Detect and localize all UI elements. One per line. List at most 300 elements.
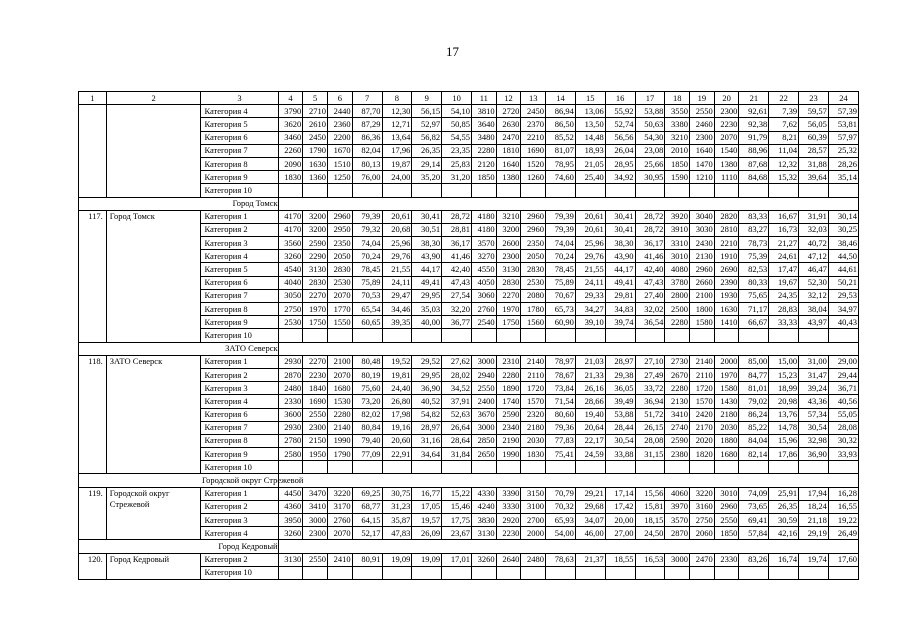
group-title-fill — [278, 197, 858, 210]
column-header: 17 — [635, 92, 665, 105]
category-label: Категория 9 — [201, 171, 278, 184]
group-title-spacer — [79, 474, 201, 487]
value-cell: 2960 — [690, 263, 715, 276]
value-cell: 1640 — [496, 157, 521, 170]
value-cell: 2610 — [303, 118, 328, 131]
value-cell: 2630 — [496, 118, 521, 131]
value-cell: 36,77 — [442, 316, 472, 329]
value-cell: 26,09 — [412, 527, 442, 540]
value-cell: 2730 — [665, 355, 690, 368]
value-cell: 12,32 — [769, 157, 799, 170]
value-cell: 51,72 — [635, 408, 665, 421]
value-cell: 1550 — [327, 316, 352, 329]
value-cell: 75,89 — [352, 276, 382, 289]
value-cell: 31,20 — [442, 171, 472, 184]
value-cell: 2070 — [327, 527, 352, 540]
column-header: 18 — [665, 92, 690, 105]
value-cell: 2070 — [714, 131, 739, 144]
value-cell: 52,17 — [352, 527, 382, 540]
value-cell: 78,95 — [546, 157, 576, 170]
value-cell: 52,30 — [799, 276, 829, 289]
value-cell: 27,40 — [635, 289, 665, 302]
value-cell: 18,99 — [769, 382, 799, 395]
value-cell: 26,80 — [382, 395, 412, 408]
value-cell: 24,11 — [575, 276, 605, 289]
value-cell: 1360 — [303, 171, 328, 184]
value-cell: 2360 — [327, 118, 352, 131]
value-cell: 52,74 — [605, 118, 635, 131]
value-cell: 43,90 — [605, 250, 635, 263]
value-cell: 74,60 — [546, 171, 576, 184]
municipality-name — [106, 105, 201, 197]
value-cell: 34,83 — [605, 303, 635, 316]
value-cell: 87,70 — [352, 105, 382, 118]
value-cell: 17,96 — [382, 144, 412, 157]
value-cell: 80,19 — [352, 368, 382, 381]
value-cell: 85,52 — [546, 131, 576, 144]
value-cell: 49,41 — [605, 276, 635, 289]
value-cell: 19,40 — [575, 408, 605, 421]
table-row — [79, 210, 859, 223]
value-cell: 4170 — [278, 210, 303, 223]
group-title-spacer — [79, 342, 201, 355]
value-cell: 24,40 — [382, 382, 412, 395]
group-title-spacer — [79, 197, 201, 210]
value-cell: 2450 — [303, 131, 328, 144]
value-cell: 1970 — [496, 303, 521, 316]
value-cell: 4080 — [665, 263, 690, 276]
value-cell — [635, 566, 665, 579]
value-cell: 2280 — [471, 144, 496, 157]
value-cell: 80,84 — [352, 421, 382, 434]
value-cell: 24,50 — [635, 527, 665, 540]
value-cell: 4540 — [278, 263, 303, 276]
value-cell: 79,02 — [739, 395, 769, 408]
value-cell: 2440 — [327, 105, 352, 118]
value-cell: 4180 — [471, 210, 496, 223]
column-header: 4 — [278, 92, 303, 105]
value-cell: 4040 — [278, 276, 303, 289]
value-cell: 84,04 — [739, 434, 769, 447]
value-cell: 54,10 — [442, 105, 472, 118]
value-cell: 29,21 — [575, 487, 605, 500]
value-cell — [799, 184, 829, 197]
value-cell: 24,11 — [382, 276, 412, 289]
value-cell: 77,09 — [352, 448, 382, 461]
value-cell: 29,14 — [412, 157, 442, 170]
category-label: Категория 2 — [201, 223, 278, 236]
row-number: 119. — [79, 487, 107, 540]
value-cell: 3210 — [496, 210, 521, 223]
value-cell: 20,00 — [605, 514, 635, 527]
value-cell: 2030 — [521, 434, 546, 447]
value-cell — [605, 566, 635, 579]
value-cell: 92,38 — [739, 118, 769, 131]
value-cell: 15,56 — [635, 487, 665, 500]
value-cell: 87,68 — [739, 157, 769, 170]
value-cell — [352, 184, 382, 197]
value-cell: 73,20 — [352, 395, 382, 408]
category-label: Категория 7 — [201, 144, 278, 157]
value-cell: 20,64 — [575, 421, 605, 434]
value-cell: 50,85 — [442, 118, 472, 131]
value-cell: 2960 — [521, 223, 546, 236]
value-cell: 3220 — [690, 487, 715, 500]
value-cell: 4550 — [471, 263, 496, 276]
value-cell — [471, 329, 496, 342]
value-cell: 29,00 — [828, 355, 858, 368]
value-cell: 2000 — [521, 527, 546, 540]
value-cell: 2550 — [303, 408, 328, 421]
value-cell: 84,77 — [739, 368, 769, 381]
value-cell: 40,52 — [412, 395, 442, 408]
value-cell: 80,60 — [546, 408, 576, 421]
value-cell: 55,92 — [605, 105, 635, 118]
value-cell: 83,33 — [739, 210, 769, 223]
value-cell: 2540 — [471, 316, 496, 329]
value-cell: 70,79 — [546, 487, 576, 500]
value-cell: 2280 — [665, 316, 690, 329]
category-label: Категория 2 — [201, 368, 278, 381]
value-cell: 2810 — [714, 223, 739, 236]
value-cell: 28,08 — [635, 434, 665, 447]
value-cell: 1260 — [521, 171, 546, 184]
value-cell: 32,98 — [799, 434, 829, 447]
value-cell — [382, 461, 412, 474]
group-title-row — [79, 540, 859, 553]
value-cell: 25,66 — [635, 157, 665, 170]
value-cell: 2450 — [521, 105, 546, 118]
value-cell: 3000 — [471, 421, 496, 434]
value-cell: 78,73 — [739, 237, 769, 250]
value-cell: 1590 — [665, 171, 690, 184]
value-cell: 2320 — [521, 408, 546, 421]
group-title: Город Кедровый — [201, 540, 278, 553]
value-cell: 2870 — [665, 527, 690, 540]
value-cell: 3640 — [471, 118, 496, 131]
value-cell: 75,65 — [739, 289, 769, 302]
value-cell: 38,04 — [799, 303, 829, 316]
value-cell — [769, 461, 799, 474]
value-cell: 31,47 — [799, 368, 829, 381]
value-cell: 17,14 — [605, 487, 635, 500]
value-cell: 24,59 — [575, 448, 605, 461]
value-cell: 12,30 — [382, 105, 412, 118]
value-cell: 1850 — [665, 157, 690, 170]
value-cell: 36,17 — [635, 237, 665, 250]
value-cell: 70,24 — [546, 250, 576, 263]
value-cell: 2930 — [278, 355, 303, 368]
value-cell: 2070 — [327, 289, 352, 302]
column-header: 24 — [828, 92, 858, 105]
value-cell: 2350 — [327, 237, 352, 250]
value-cell: 20,60 — [382, 434, 412, 447]
value-cell: 2100 — [327, 355, 352, 368]
value-cell: 11,04 — [769, 144, 799, 157]
table-row — [79, 355, 859, 368]
value-cell: 2830 — [327, 263, 352, 276]
value-cell: 2480 — [521, 553, 546, 566]
value-cell — [828, 461, 858, 474]
value-cell: 28,64 — [442, 434, 472, 447]
value-cell: 3460 — [278, 131, 303, 144]
value-cell: 1630 — [714, 303, 739, 316]
value-cell: 25,91 — [769, 487, 799, 500]
value-cell: 25,83 — [442, 157, 472, 170]
value-cell — [303, 184, 328, 197]
value-cell: 13,06 — [575, 105, 605, 118]
value-cell: 2140 — [521, 355, 546, 368]
value-cell: 3040 — [690, 210, 715, 223]
value-cell: 1790 — [327, 448, 352, 461]
value-cell: 28,97 — [412, 421, 442, 434]
value-cell: 4170 — [278, 223, 303, 236]
value-cell — [412, 329, 442, 342]
category-label: Категория 3 — [201, 514, 278, 527]
value-cell — [442, 461, 472, 474]
value-cell: 3920 — [665, 210, 690, 223]
column-header: 5 — [303, 92, 328, 105]
value-cell: 56,15 — [412, 105, 442, 118]
value-cell: 2170 — [690, 421, 715, 434]
value-cell — [496, 184, 521, 197]
column-header: 2 — [106, 92, 201, 105]
value-cell: 31,16 — [412, 434, 442, 447]
value-cell: 3010 — [714, 487, 739, 500]
row-number: 117. — [79, 210, 107, 342]
value-cell: 2500 — [665, 303, 690, 316]
value-cell: 56,56 — [605, 131, 635, 144]
value-cell: 2920 — [496, 514, 521, 527]
value-cell: 15,00 — [769, 355, 799, 368]
category-label: Категория 8 — [201, 434, 278, 447]
value-cell: 80,91 — [352, 553, 382, 566]
value-cell: 2110 — [521, 368, 546, 381]
value-cell: 4050 — [471, 276, 496, 289]
value-cell: 50,63 — [635, 118, 665, 131]
group-title-fill — [278, 540, 858, 553]
value-cell: 15,23 — [769, 368, 799, 381]
value-cell: 65,93 — [546, 514, 576, 527]
value-cell: 79,39 — [546, 223, 576, 236]
value-cell: 2000 — [714, 355, 739, 368]
value-cell: 16,55 — [828, 500, 858, 513]
value-cell — [769, 566, 799, 579]
value-cell: 30,25 — [828, 223, 858, 236]
column-header: 1 — [79, 92, 107, 105]
value-cell: 35,03 — [412, 303, 442, 316]
value-cell: 57,84 — [739, 527, 769, 540]
value-cell: 27,00 — [605, 527, 635, 540]
value-cell: 2050 — [521, 250, 546, 263]
value-cell: 3160 — [690, 500, 715, 513]
category-label: Категория 6 — [201, 131, 278, 144]
value-cell — [327, 566, 352, 579]
value-cell — [521, 329, 546, 342]
value-cell: 75,89 — [546, 276, 576, 289]
value-cell: 36,90 — [412, 382, 442, 395]
value-cell: 53,81 — [828, 118, 858, 131]
value-cell: 3550 — [665, 105, 690, 118]
column-header: 7 — [352, 92, 382, 105]
column-header: 9 — [412, 92, 442, 105]
value-cell: 2400 — [471, 395, 496, 408]
value-cell: 16,28 — [828, 487, 858, 500]
value-cell: 70,24 — [352, 250, 382, 263]
value-cell: 1690 — [521, 144, 546, 157]
value-cell: 64,15 — [352, 514, 382, 527]
value-cell: 2750 — [278, 303, 303, 316]
category-label: Категория 9 — [201, 316, 278, 329]
value-cell: 3790 — [278, 105, 303, 118]
value-cell: 32,02 — [635, 303, 665, 316]
value-cell — [327, 184, 352, 197]
column-header: 22 — [769, 92, 799, 105]
value-cell: 3130 — [278, 553, 303, 566]
value-cell: 56,05 — [799, 118, 829, 131]
value-cell: 2130 — [690, 250, 715, 263]
value-cell: 1840 — [303, 382, 328, 395]
value-cell: 7,39 — [769, 105, 799, 118]
value-cell: 36,71 — [828, 382, 858, 395]
value-cell: 71,17 — [739, 303, 769, 316]
value-cell: 2020 — [690, 434, 715, 447]
value-cell: 30,95 — [635, 171, 665, 184]
value-cell — [739, 566, 769, 579]
value-cell: 3200 — [496, 223, 521, 236]
value-cell: 25,32 — [828, 144, 858, 157]
value-cell: 59,57 — [799, 105, 829, 118]
value-cell: 2950 — [327, 223, 352, 236]
value-cell: 34,52 — [442, 382, 472, 395]
header-row — [79, 92, 859, 105]
column-header: 16 — [605, 92, 635, 105]
value-cell: 30,59 — [769, 514, 799, 527]
value-cell: 2130 — [665, 395, 690, 408]
value-cell: 1850 — [714, 527, 739, 540]
value-cell: 2660 — [690, 276, 715, 289]
value-cell: 2960 — [521, 210, 546, 223]
value-cell: 15,96 — [769, 434, 799, 447]
value-cell: 56,82 — [412, 131, 442, 144]
value-cell: 3000 — [665, 553, 690, 566]
value-cell — [412, 184, 442, 197]
value-cell: 35,87 — [382, 514, 412, 527]
value-cell: 1670 — [327, 144, 352, 157]
row-number — [79, 105, 107, 197]
value-cell: 2230 — [303, 368, 328, 381]
value-cell: 2690 — [714, 263, 739, 276]
value-cell: 2390 — [714, 276, 739, 289]
value-cell: 30,75 — [382, 487, 412, 500]
value-cell: 57,39 — [828, 105, 858, 118]
value-cell: 1810 — [496, 144, 521, 157]
value-cell — [714, 566, 739, 579]
value-cell — [546, 566, 576, 579]
value-cell: 2300 — [690, 131, 715, 144]
value-cell: 3330 — [496, 500, 521, 513]
value-cell: 19,81 — [382, 368, 412, 381]
value-cell: 19,09 — [412, 553, 442, 566]
value-cell: 2550 — [303, 553, 328, 566]
value-cell: 78,45 — [352, 263, 382, 276]
value-cell: 16,77 — [412, 487, 442, 500]
value-cell: 32,03 — [799, 223, 829, 236]
value-cell: 1580 — [690, 316, 715, 329]
value-cell: 42,16 — [769, 527, 799, 540]
value-cell: 79,39 — [352, 210, 382, 223]
value-cell: 1850 — [471, 171, 496, 184]
value-cell: 79,32 — [352, 223, 382, 236]
value-cell: 21,03 — [575, 355, 605, 368]
value-cell: 2830 — [521, 263, 546, 276]
value-cell: 19,22 — [828, 514, 858, 527]
value-cell: 18,15 — [635, 514, 665, 527]
value-cell: 33,93 — [828, 448, 858, 461]
value-cell: 82,04 — [352, 144, 382, 157]
value-cell: 38,30 — [605, 237, 635, 250]
value-cell: 2740 — [665, 421, 690, 434]
page-number: 17 — [446, 44, 459, 59]
value-cell: 1830 — [521, 448, 546, 461]
value-cell: 36,94 — [635, 395, 665, 408]
value-cell — [442, 184, 472, 197]
value-cell: 2750 — [690, 514, 715, 527]
value-cell — [575, 329, 605, 342]
value-cell: 30,51 — [412, 223, 442, 236]
value-cell — [546, 461, 576, 474]
value-cell: 17,47 — [769, 263, 799, 276]
value-cell: 20,61 — [575, 210, 605, 223]
value-cell: 2470 — [496, 131, 521, 144]
value-cell: 1110 — [714, 171, 739, 184]
value-cell: 2480 — [278, 382, 303, 395]
value-cell: 75,39 — [739, 250, 769, 263]
value-cell: 2230 — [496, 527, 521, 540]
value-cell: 17,86 — [769, 448, 799, 461]
value-cell: 24,35 — [769, 289, 799, 302]
value-cell: 2270 — [496, 289, 521, 302]
value-cell: 2820 — [714, 210, 739, 223]
value-cell: 2070 — [327, 368, 352, 381]
value-cell: 75,41 — [546, 448, 576, 461]
category-label: Категория 1 — [201, 355, 278, 368]
value-cell: 36,17 — [442, 237, 472, 250]
value-cell: 2060 — [690, 527, 715, 540]
row-number: 120. — [79, 553, 107, 579]
table-row — [79, 553, 859, 566]
value-cell — [303, 461, 328, 474]
value-cell: 30,41 — [412, 210, 442, 223]
value-cell — [769, 184, 799, 197]
value-cell: 1820 — [690, 448, 715, 461]
value-cell: 40,00 — [412, 316, 442, 329]
value-cell: 19,09 — [382, 553, 412, 566]
value-cell: 14,48 — [575, 131, 605, 144]
value-cell — [352, 329, 382, 342]
value-cell — [769, 329, 799, 342]
category-label: Категория 4 — [201, 395, 278, 408]
value-cell: 15,81 — [635, 500, 665, 513]
value-cell: 2530 — [278, 316, 303, 329]
column-header: 20 — [714, 92, 739, 105]
column-header: 11 — [471, 92, 496, 105]
value-cell: 1580 — [714, 382, 739, 395]
value-cell: 3390 — [496, 487, 521, 500]
value-cell: 31,00 — [799, 355, 829, 368]
value-cell: 17,98 — [382, 408, 412, 421]
value-cell: 39,74 — [605, 316, 635, 329]
